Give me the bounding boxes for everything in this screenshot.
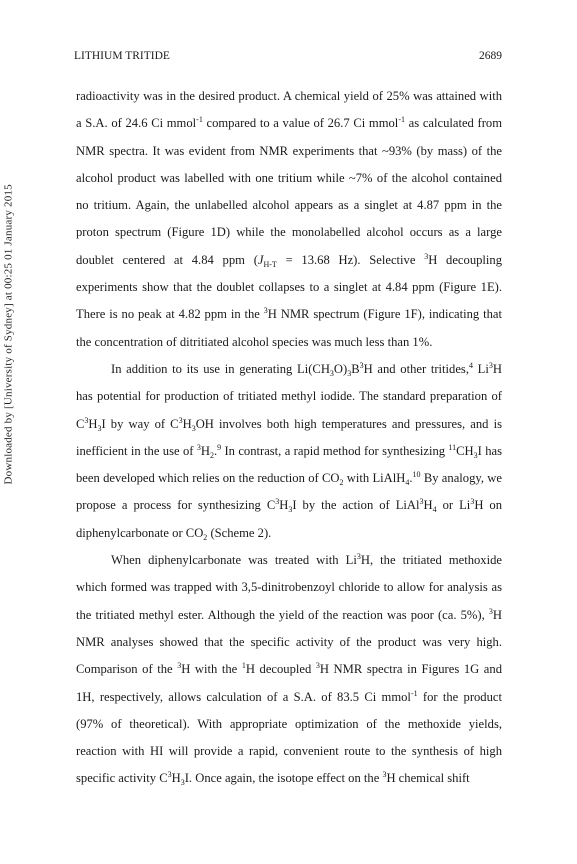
reference-superscript: 10 — [412, 470, 421, 480]
reference-superscript: 9 — [217, 442, 222, 452]
superscript: 3 — [263, 306, 268, 316]
text-run: H decoupled — [245, 662, 316, 677]
superscript: 3 — [356, 552, 361, 562]
subscript: 2 — [209, 450, 214, 460]
text-run: In addition to its use in generating Li(CH — [111, 361, 330, 376]
subscript: 3 — [473, 450, 478, 460]
text-run: for the product (97% of theoretical). With appropriate optimization of the methoxide yields, reaction with HI will provide a rapid, convenient route to the synthesis of high specific activity C — [76, 689, 502, 786]
superscript: -1 — [410, 688, 418, 698]
subscript: 3 — [97, 423, 102, 433]
superscript: 3 — [488, 360, 493, 370]
superscript: 3 — [470, 497, 475, 507]
superscript: 1 — [241, 661, 246, 671]
subscript: 4 — [405, 478, 410, 488]
text-run: H NMR spectrum (Figure 1F), indicating that the concentration of ditritiated alcohol species was much less than 1%. — [76, 307, 502, 349]
text-run: H on diphenylcarbonate or CO — [76, 498, 502, 540]
text-run: H — [171, 771, 181, 786]
text-run: H — [200, 443, 210, 458]
text-run: Li — [472, 361, 489, 376]
superscript: 3 — [167, 770, 172, 780]
subscript: 2 — [339, 478, 344, 488]
text-run: H — [88, 416, 98, 431]
text-run: H — [182, 416, 192, 431]
text-run: or Li — [436, 498, 471, 513]
subscript: 3 — [288, 505, 293, 515]
text-run: H with the — [181, 662, 242, 677]
superscript: 3 — [488, 606, 493, 616]
page-header — [74, 48, 502, 64]
superscript: 3 — [359, 360, 364, 370]
text-run: (Scheme 2). — [207, 525, 272, 540]
text-run: radioactivity was in the desired product. A chemical yield of 25% was attained with a S.A. of 24.6 Ci mmol — [76, 89, 502, 131]
text-run: O) — [333, 361, 348, 376]
subscript: 3 — [191, 423, 196, 433]
superscript: -1 — [196, 115, 203, 125]
paragraph-2 — [76, 356, 502, 547]
text-run: B — [351, 361, 360, 376]
text-run: H NMR analyses showed that the specific activity of the product was very high. Comparison of the — [76, 607, 502, 677]
text-run: with LiAlH — [343, 471, 406, 486]
text-run: H NMR spectra in Figures 1G and 1H, respectively, allows calculation of a S.A. of 83.5 Ci mmol — [76, 662, 502, 704]
superscript: 3 — [419, 497, 424, 507]
subscript: 4 — [432, 505, 437, 515]
superscript: 3 — [178, 415, 183, 425]
subscript: 2 — [203, 532, 208, 542]
text-run: H chemical shift — [386, 771, 470, 786]
text-run: H — [279, 498, 289, 513]
article-body — [76, 83, 502, 793]
superscript: 11 — [448, 442, 457, 452]
superscript: 3 — [424, 251, 429, 261]
download-watermark: Downloaded by [University of Sydney] at 00:25 01 January 2015 — [2, 184, 15, 485]
text-run: . — [409, 471, 413, 486]
superscript: 3 — [315, 661, 320, 671]
paragraph-3 — [76, 547, 502, 793]
text-run: = 13.68 Hz). Selective — [276, 252, 425, 267]
text-run: H — [423, 498, 433, 513]
text-run: I by way of C — [101, 416, 179, 431]
text-run: H, the tritiated methoxide which formed was trapped with 3,5-dinitrobenzoyl chloride to allow for analysis as the tritiated methyl ester. Although the yield of the reaction was poor (ca. 5%), — [76, 553, 502, 622]
superscript: 3 — [196, 442, 201, 452]
text-run: I by the action of LiAl — [292, 498, 420, 513]
superscript: 3 — [275, 497, 280, 507]
superscript: 3 — [177, 661, 182, 671]
running-title: LITHIUM TRITIDE — [74, 50, 170, 62]
paragraph-1 — [76, 83, 502, 356]
page-number: 2689 — [479, 50, 502, 62]
text-run: I has been developed which relies on the reduction of CO — [76, 443, 502, 486]
coupling-constant-symbol: J — [257, 252, 264, 267]
text-run: compared to a value of 26.7 Ci mmol — [202, 116, 399, 131]
subscript: 3 — [180, 778, 185, 788]
superscript: -1 — [398, 115, 405, 125]
text-run: . — [213, 443, 218, 458]
text-run: as calculated from NMR spectra. It was evident from NMR experiments that ~93% (by mass) of the alcohol product was labelled with one tritium while ~7% of the alcohol contained no tritium. Again, the unlabelled alcohol appears as a singlet at 4.87 ppm in the proton spectrum (Figure 1D) while the monolabelled alcohol occurs as a large doublet centered at 4.84 ppm ( — [76, 116, 503, 267]
superscript: 3 — [382, 770, 387, 780]
text-run: H has potential for production of tritiated methyl iodide. The standard preparation of C — [76, 361, 502, 431]
text-run: H decoupling experiments show that the doublet collapses to a singlet at 4.84 ppm (Figure 1E). There is no peak at 4.82 ppm in the — [76, 252, 503, 322]
reference-superscript: 4 — [468, 360, 473, 370]
subscript: 3 — [347, 368, 352, 378]
text-run: CH — [456, 443, 474, 458]
text-run: H and other tritides, — [363, 361, 469, 376]
text-run: I. Once again, the isotope effect on the — [184, 771, 383, 786]
text-run: When diphenylcarbonate was treated with Li — [111, 553, 357, 568]
text-run: OH involves both high temperatures and pressures, and is inefficient in the use of — [76, 416, 502, 458]
superscript: 3 — [84, 415, 89, 425]
text-run: In contrast, a rapid method for synthesizing — [221, 443, 449, 458]
text-run: By analogy, we propose a process for synthesizing C — [76, 471, 502, 513]
subscript: 3 — [329, 368, 334, 378]
subscript: H-T — [263, 259, 277, 269]
